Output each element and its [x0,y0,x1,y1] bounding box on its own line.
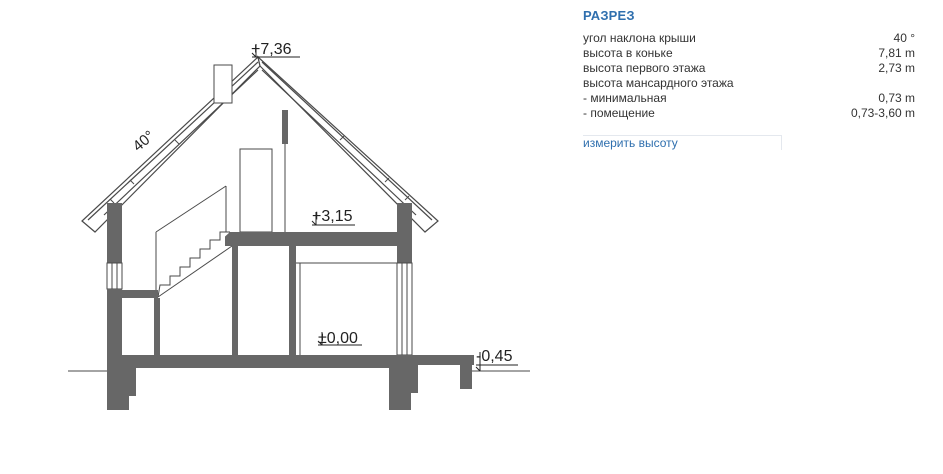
ridge-elevation-mark [251,41,300,58]
spec-row-attic-height [583,76,915,91]
roof-angle-label: 40° [129,127,158,156]
attic-room-box [240,149,272,232]
spec-value: 2,73 m [878,61,915,75]
left-wall [107,203,122,355]
spec-label: высота первого этажа [583,61,706,75]
section-info-panel [583,8,915,150]
spec-label: - помещение [583,106,655,120]
ground-slab [107,355,474,410]
terrain-elevation-label: -0,45 [476,348,513,365]
stair-post [154,298,160,355]
spec-label: высота мансардного этажа [583,76,734,90]
attic-partition-dark [282,110,288,144]
spec-row-first-floor-height [583,61,915,76]
terrain-elevation-mark [476,348,518,371]
panel-title: РАЗРЕЗ [583,8,635,23]
ground-floor-elevation-label: ±0,00 [318,330,358,347]
spec-row-roof-angle [583,31,915,46]
spec-row-attic-room [583,106,915,121]
spec-value: 40 ° [893,31,915,45]
spec-label: угол наклона крыши [583,31,696,45]
attic-floor-elevation-label: +3,15 [312,208,353,225]
spec-value: 7,81 m [878,46,915,60]
spec-label: - минимальная [583,91,667,105]
stair-landing [122,290,158,298]
interior-wall-1 [232,246,238,355]
spec-value: 0,73-3,60 m [850,106,915,120]
spec-label: высота в коньке [583,46,673,60]
attic-floor-elevation-mark [312,208,355,225]
right-wall [397,203,412,355]
measure-height-link[interactable]: измерить высоту [583,135,782,150]
spec-list [583,31,915,121]
ground-floor-elevation-mark [318,330,362,347]
interior-wall-2 [289,246,296,355]
spec-row-ridge-height [583,46,915,61]
chimney [214,65,232,103]
ridge-elevation-label: +7,36 [251,41,292,58]
attic-floor-slab [225,232,412,246]
spec-value: 0,73 m [878,91,915,105]
spec-row-attic-min [583,91,915,106]
staircase [156,186,232,297]
